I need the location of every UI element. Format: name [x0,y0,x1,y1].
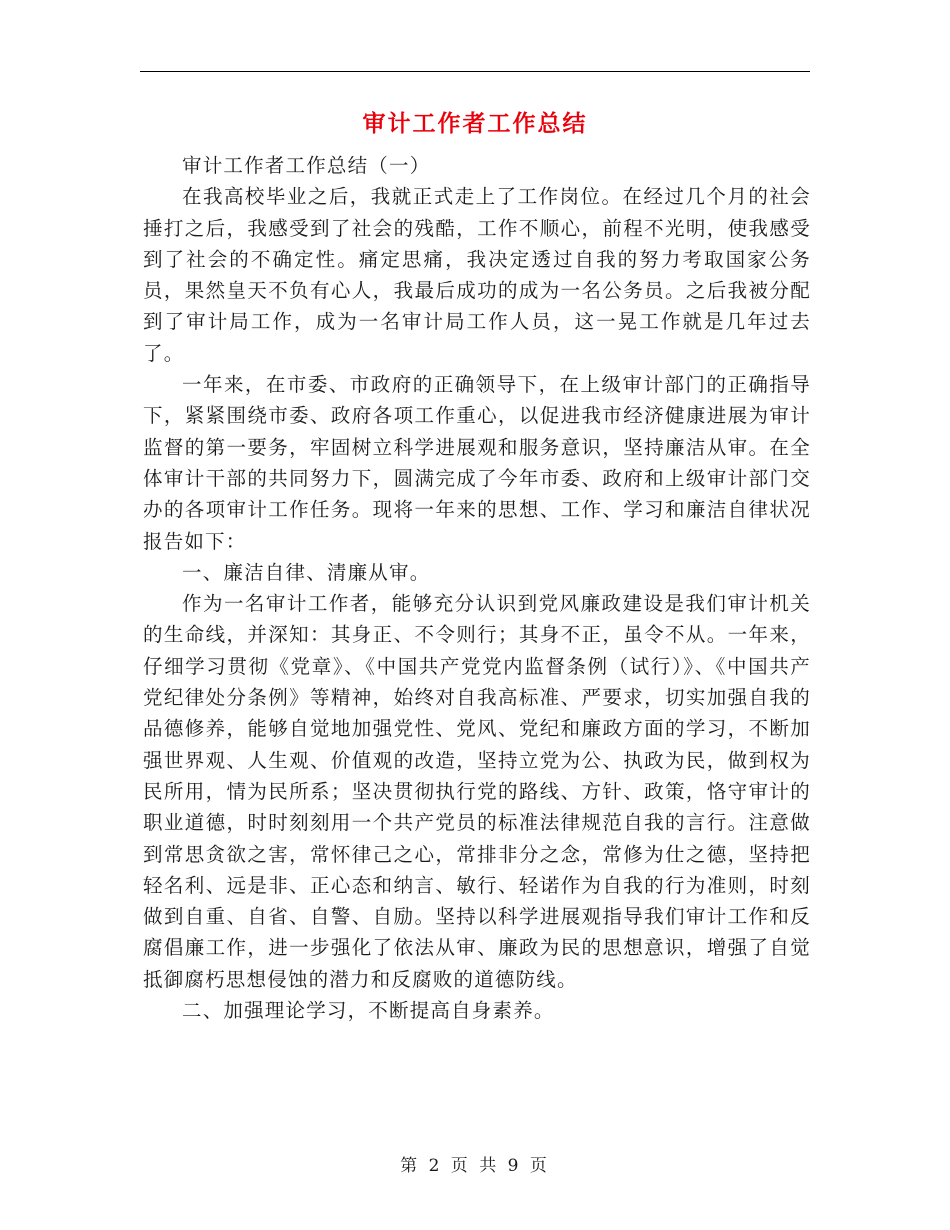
section-heading-part-one: 审计工作者工作总结（一） [182,154,431,177]
paragraph-integrity: 作为一名审计工作者，能够充分认识到党风廉政建设是我们审计机关的生命线，并深知：其身正、不令则行；其身不正，虽令不从。一年来，仔细学习贯彻《党章》、《中国共产党党内监督条例（试行）》、《中国共产党纪律处分条例》等精神，始终对自我高标准、严要求，切实加强自我的品德修养，能够自觉地加强党性、党风、党纪和廉政方面的学习，不断加强世界观、人生观、价值观的改造，坚持立党为公、执政为民，做到权为民所用，情为民所系；坚决贯彻执行党的路线、方针、政策，恪守审计的职业道德，时时刻刻用一个共产党员的标准法律规范自我的言行。注意做到常思贪欲之害，常怀律己之心，常排非分之念，常修为仕之德，坚持把轻名利、远是非、正心态和纳言、敏行、轻诺作为自我的行为准则，时刻做到自重、自省、自警、自励。坚持以科学进展观指导我们审计工作和反腐倡廉工作，进一步强化了依法从审、廉政为民的思想意识，增强了自觉抵御腐朽思想侵蚀的潜力和反腐败的道德防线。 [143,592,811,991]
paragraph-year-summary: 一年来，在市委、市政府的正确领导下，在上级审计部门的正确指导下，紧紧围绕市委、政府各项工作重心，以促进我市经济健康进展为审计监督的第一要务，牢固树立科学进展观和服务意识，坚持廉洁从审。在全体审计干部的共同努力下，圆满完成了今年市委、政府和上级审计部门交办的各项审计工作任务。现将一年来的思想、工作、学习和廉洁自律状况报告如下： [143,373,811,553]
page-number: 第 2 页 共 9 页 [400,1156,550,1176]
document-body [143,150,811,1026]
document-title: 审计工作者工作总结 [362,110,588,137]
paragraph-intro: 在我高校毕业之后，我就正式走上了工作岗位。在经过几个月的社会捶打之后，我感受到了社会的残酷，工作不顺心，前程不光明，使我感受到了社会的不确定性。痛定思痛，我决定透过自我的努力考取国家公务员，果然皇天不负有心人，我最后成功的成为一名公务员。之后我被分配到了审计局工作，成为一名审计局工作人员，这一晃工作就是几年过去了。 [143,185,811,365]
header-rule [140,71,810,72]
section-heading-integrity: 一、廉洁自律、清廉从审。 [182,560,431,584]
section-heading-theory-study: 二、加强理论学习，不断提高自身素养。 [182,999,555,1023]
